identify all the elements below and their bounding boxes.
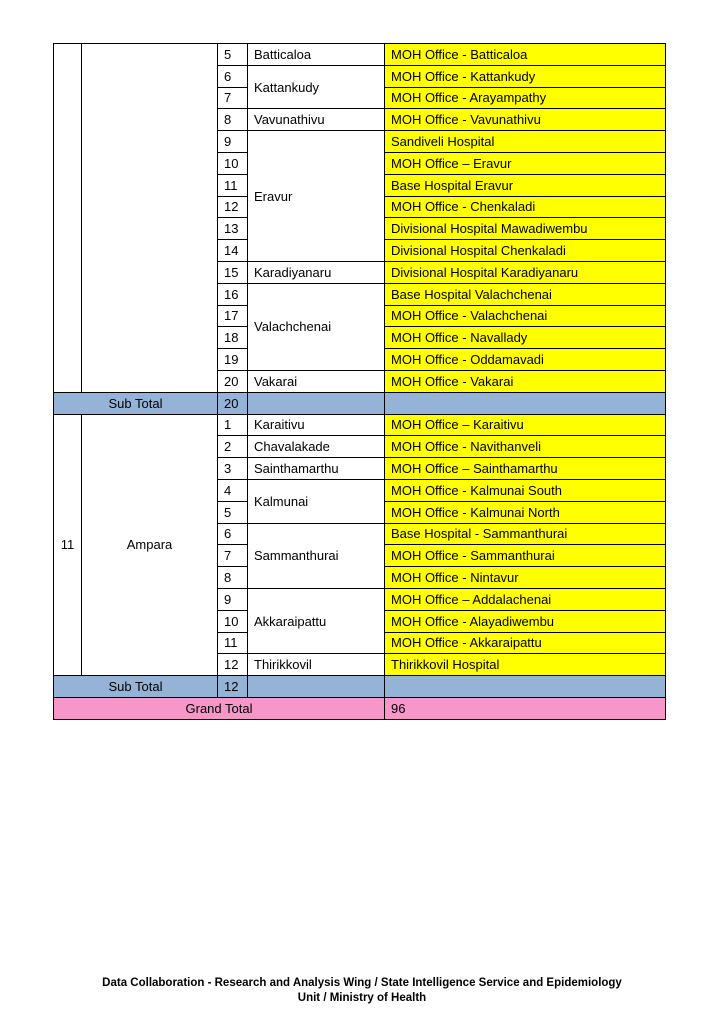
subtotal-label: Sub Total <box>54 676 218 698</box>
institution-cell: Base Hospital - Sammanthurai <box>385 523 666 545</box>
row-number-cell: 6 <box>218 523 248 545</box>
row-number-cell: 8 <box>218 109 248 131</box>
subtotal-value: 12 <box>218 676 248 698</box>
row-number-cell: 5 <box>218 501 248 523</box>
institutions-table <box>53 43 666 720</box>
province-cell: Ampara <box>82 414 218 676</box>
row-number-cell: 18 <box>218 327 248 349</box>
institution-cell: MOH Office - Kalmunai North <box>385 501 666 523</box>
institution-cell: MOH Office - Chenkaladi <box>385 196 666 218</box>
institution-cell: Thirikkovil Hospital <box>385 654 666 676</box>
row-number-cell: 11 <box>218 632 248 654</box>
province-index-cell <box>54 44 82 393</box>
division-cell: Karaitivu <box>248 414 385 436</box>
division-cell: Kattankudy <box>248 65 385 109</box>
grand-total-value: 96 <box>385 697 666 719</box>
row-number-cell: 9 <box>218 131 248 153</box>
subtotal-row <box>54 392 666 414</box>
row-number-cell: 4 <box>218 479 248 501</box>
row-number-cell: 7 <box>218 87 248 109</box>
subtotal-label: Sub Total <box>54 392 218 414</box>
row-number-cell: 13 <box>218 218 248 240</box>
institution-cell: MOH Office - Navallady <box>385 327 666 349</box>
institution-cell: Base Hospital Eravur <box>385 174 666 196</box>
grand-total-label: Grand Total <box>54 697 385 719</box>
institution-cell: MOH Office - Vavunathivu <box>385 109 666 131</box>
division-cell: Sammanthurai <box>248 523 385 588</box>
institution-cell: Sandiveli Hospital <box>385 131 666 153</box>
row-number-cell: 7 <box>218 545 248 567</box>
institution-cell: MOH Office - Batticaloa <box>385 44 666 66</box>
row-number-cell: 9 <box>218 588 248 610</box>
footer-line-1: Data Collaboration - Research and Analysis Wing / State Intelligence Service and Epidemiology <box>102 977 622 989</box>
row-number-cell: 11 <box>218 174 248 196</box>
division-cell: Batticaloa <box>248 44 385 66</box>
institution-cell: MOH Office – Sainthamarthu <box>385 458 666 480</box>
row-number-cell: 14 <box>218 240 248 262</box>
institution-cell: MOH Office – Addalachenai <box>385 588 666 610</box>
institution-cell: MOH Office - Kalmunai South <box>385 479 666 501</box>
row-number-cell: 12 <box>218 654 248 676</box>
subtotal-row <box>54 676 666 698</box>
institution-cell: Divisional Hospital Karadiyanaru <box>385 261 666 283</box>
institution-cell: MOH Office - Akkaraipattu <box>385 632 666 654</box>
institution-cell: MOH Office – Eravur <box>385 152 666 174</box>
division-cell: Thirikkovil <box>248 654 385 676</box>
row-number-cell: 1 <box>218 414 248 436</box>
subtotal-empty-cell <box>248 676 385 698</box>
row-number-cell: 16 <box>218 283 248 305</box>
institution-cell: MOH Office - Navithanveli <box>385 436 666 458</box>
division-cell: Vavunathivu <box>248 109 385 131</box>
row-number-cell: 17 <box>218 305 248 327</box>
division-cell: Chavalakade <box>248 436 385 458</box>
row-number-cell: 20 <box>218 370 248 392</box>
row-number-cell: 8 <box>218 567 248 589</box>
row-number-cell: 10 <box>218 152 248 174</box>
division-cell: Karadiyanaru <box>248 261 385 283</box>
subtotal-empty-cell <box>385 676 666 698</box>
subtotal-value: 20 <box>218 392 248 414</box>
row-number-cell: 2 <box>218 436 248 458</box>
province-cell <box>82 44 218 393</box>
division-cell: Sainthamarthu <box>248 458 385 480</box>
institution-cell: Divisional Hospital Mawadiwembu <box>385 218 666 240</box>
footer-line-2: Unit / Ministry of Health <box>297 992 427 1004</box>
province-index-cell: 11 <box>54 414 82 676</box>
table-row <box>54 44 666 66</box>
row-number-cell: 12 <box>218 196 248 218</box>
division-cell: Vakarai <box>248 370 385 392</box>
table-row <box>54 414 666 436</box>
division-cell: Eravur <box>248 131 385 262</box>
institution-cell: MOH Office - Sammanthurai <box>385 545 666 567</box>
institution-cell: MOH Office - Kattankudy <box>385 65 666 87</box>
row-number-cell: 15 <box>218 261 248 283</box>
row-number-cell: 3 <box>218 458 248 480</box>
institution-cell: MOH Office - Oddamavadi <box>385 349 666 371</box>
row-number-cell: 6 <box>218 65 248 87</box>
row-number-cell: 10 <box>218 610 248 632</box>
subtotal-empty-cell <box>248 392 385 414</box>
subtotal-empty-cell <box>385 392 666 414</box>
grand-total-row <box>54 697 666 719</box>
institution-cell: Divisional Hospital Chenkaladi <box>385 240 666 262</box>
institution-cell: Base Hospital Valachchenai <box>385 283 666 305</box>
row-number-cell: 19 <box>218 349 248 371</box>
row-number-cell: 5 <box>218 44 248 66</box>
division-cell: Valachchenai <box>248 283 385 370</box>
institution-cell: MOH Office - Valachchenai <box>385 305 666 327</box>
institution-cell: MOH Office - Alayadiwembu <box>385 610 666 632</box>
institution-cell: MOH Office - Vakarai <box>385 370 666 392</box>
division-cell: Kalmunai <box>248 479 385 523</box>
institution-cell: MOH Office - Arayampathy <box>385 87 666 109</box>
page-footer <box>0 976 724 1006</box>
institution-cell: MOH Office – Karaitivu <box>385 414 666 436</box>
division-cell: Akkaraipattu <box>248 588 385 653</box>
institution-cell: MOH Office - Nintavur <box>385 567 666 589</box>
